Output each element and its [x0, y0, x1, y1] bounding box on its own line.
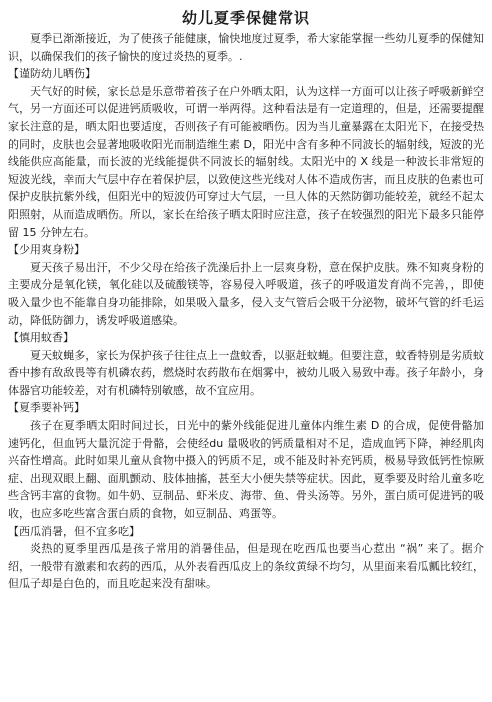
section-talcum-powder: [8, 241, 484, 329]
section-body: 炎热的夏季里西瓜是孩子常用的消暑佳品，但是现在吃西瓜也要当心惹出 “祸” 来了。据介绍，一般带有激素和农药的西瓜，从外表看西瓜皮上的条纹黄绿不均匀，从里面来看瓜瓤比较红，但瓜子却是白色的，而且吃起来没有甜味。: [8, 542, 484, 591]
section-calcium: [8, 399, 484, 522]
section-body: 孩子在夏季晒太阳时间过长，日光中的紫外线能促进儿童体内维生素 D 的合成，促使骨骼加速钙化，但血钙大量沉淀于骨骼，会使经du 量吸收的钙质量相对不足，造成血钙下降，神经肌肉兴奋性增高。此时如果儿童从食物中摄入的钙质不足，或不能及时补充钙质，极易导致低钙性惊厥症、出现双眼上翻、面肌颤动、肢体抽搐，甚至大小便失禁等症状。因此，夏季要及时给儿童多吃些含钙丰富的食物。如牛奶、豆制品、虾米皮、海带、鱼、骨头汤等。另外，蛋白质可促进钙的吸收，也应多吃些富含蛋白质的食物，如豆制品、鸡蛋等。: [8, 419, 484, 521]
section-heading: 【少用爽身粉】: [8, 243, 85, 257]
section-body: 夏天蚊蝇多，家长为保护孩子往往点上一盘蚊香，以驱赶蚊蝇。但要注意，蚊香特别是劣质蚊香中掺有敌敌畏等有机磷农药，燃烧时农药散布在烟雾中，被幼儿吸入易致中毒。孩子年龄小，身体器官功能较差，对有机磷特别敏感，故不宜应用。: [8, 348, 484, 397]
section-body: 夏天孩子易出汗，不少父母在给孩子洗澡后扑上一层爽身粉，意在保护皮肤。殊不知爽身粉的主要成分是氧化镁，氧化硅以及硫酸镁等，容易侵入呼吸道，孩子的呼吸道发育尚不完善，，即使吸入量少也不能靠自身功能排除，如果吸入量多，侵入支气管后会吸干分泌物，破坏气管的纤毛运动，降低防御力，诱发呼吸道感染。: [8, 260, 484, 327]
section-body: 天气好的时候，家长总是乐意带着孩子在户外晒太阳，认为这样一方面可以让孩子呼吸新鲜空气，另一方面还可以促进钙质吸收，可谓一举两得。这种看法是有一定道理的，但是，还需要提醒家长注意的是，晒太阳也要适度，否则孩子有可能被晒伤。因为当儿童暴露在太阳光下，在接受热的同时，皮肤也会显著地吸收阳光而制造维生素 D，阳光中含有多种不同波长的辐射线，短波的光线能供应高能量，而长波的光线能提供不同波长的辐射线。太阳光中的 X 线是一种波长非常短的短波光线，幸而大气层中存在着保护层，以致使这些光线对人体不造成伤害，而且皮肤的色素也可保护皮肤抗紫外线，但阳光中的短波仍可穿过大气层，一旦人体的天然防御功能较差，就经不起太阳照射，从而造成晒伤。所以，家长在给孩子晒太阳时应注意，孩子在较强烈的阳光下最多只能停留 15 分钟左右。: [8, 84, 484, 239]
section-heading: 【慎用蚊香】: [8, 331, 74, 345]
section-sunburn: [8, 65, 484, 241]
section-heading: 【夏季要补钙】: [8, 401, 85, 415]
section-heading: 【谨防幼儿晒伤】: [8, 67, 96, 81]
page-title: 幼儿夏季保健常识: [181, 9, 310, 27]
intro-paragraph: 夏季已渐渐接近，为了使孩子能健康，愉快地度过夏季，希大家能掌握一些幼儿夏季的保健知识，以确保我们的孩子愉快的度过炎热的夏季。.: [8, 32, 484, 63]
section-mosquito-coil: [8, 329, 484, 399]
section-watermelon: [8, 523, 484, 593]
section-heading: 【西瓜消暑，但不宜多吃】: [8, 524, 140, 538]
